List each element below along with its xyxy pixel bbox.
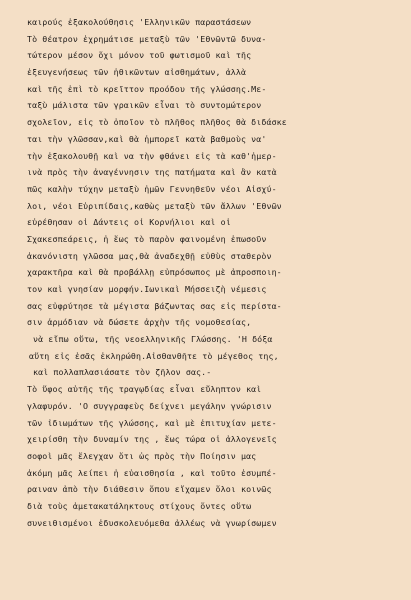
- text-line: ραιναν ἀπὸ τὴν διάθεσιν ὅπου εἴχαμεν ὅλοι κοινῶς: [27, 484, 272, 495]
- text-line: Τὸ ὕφος αὐτῆς τῆς τραγῳδίας εἶναι εὔληπτον καὶ: [27, 384, 262, 395]
- text-line: πῶς καλὴν τύχην μεταξὺ ἡμῶν Γεννηθεῦν νέοι Αἰσχύ-: [27, 183, 277, 194]
- text-line: τὴν ἐξακολουθῇ καὶ να τὴν φθάνει εἰς τὰ καθ'ἡμερ-: [27, 150, 277, 161]
- text-line: τῶν ἰδιωμάτων τῆς γλώσσης, καὶ μὲ ἐπιτυχίαν μετε-: [27, 417, 277, 428]
- text-line: ται τὴν γλῶσσαν,καὶ θὰ ἠμπορεῖ κατὰ βαθμοὺς να': [27, 133, 267, 144]
- text-line: τον καὶ γνησίαν μορφήν.Ιωνικαὶ Μήσσειζὴ νέμεσις: [27, 284, 267, 294]
- text-line: σιν ἁρμόδιαν νὰ δώσετε ἀρχὴν τῆς νομοθεσίας,: [27, 317, 252, 328]
- text-line: εὐρέθησαν οἱ Δάντεις οἱ Κορνήλιοι καὶ οἱ: [27, 217, 231, 228]
- text-line: καιρούς ἐξακολούθησις 'Ελληνικῶν παραστάσεων: [27, 17, 252, 27]
- text-line: σας εὐφρύτησε τὰ μέγιστα βάζωντας σας εἰς περίστα-: [27, 300, 282, 311]
- text-line: Σχακεσπεάρεις, ἡ ἕως τὸ παρὸν φαινομένη ἐπωσοῦν: [27, 233, 267, 244]
- text-line: καὶ τῆς ἐπὶ τὸ κρεῖττον προόδου τῆς γλώσσης.Με-: [27, 83, 267, 94]
- text-line: λοι, νέοι Εὐριπίδαις,καθὼς μεταξὺ τῶν ἄλλων 'Εθνῶν: [27, 200, 282, 211]
- text-line: ἀκανόνιστη γλῶσσα μας,θὰ ἀναδεχθῇ εὐθὺς σταθερὸν: [27, 250, 272, 261]
- text-line: αὕτη εἰς ἑσᾶς ἐκληρώθη.Αἰσθανθῆτε τὸ μέγεθος της,: [29, 350, 279, 361]
- text-line: Τὸ θέατρον ἐχρημάτισε μεταξὺ τῶν 'Εθνῶντῶ δυνα-: [27, 33, 267, 44]
- typewritten-text: [27, 14, 397, 531]
- text-line: καὶ πολλαπλασιάσατε τὸν ζῆλον σας.-: [33, 367, 212, 378]
- text-line: ἐξευγενήσεως τῶν ἠθικῶντων αἰσθημάτων, ἀλλὰ: [27, 67, 247, 78]
- text-line: χαρακτῆρα καὶ θὰ προβάλλῃ εὐπρόσωπος μὲ ἀπροσποιη-: [27, 267, 282, 278]
- text-line: ἀκόμη μᾶς λείπει ἡ εὐαισθησία , καὶ τοῦτο ἐσυμπέ-: [27, 467, 277, 478]
- text-line: σχολεῖον, εἰς τὸ ὁποῖον τὸ πλῆθος πλῆθος θὰ διδάσκε: [27, 117, 287, 128]
- text-line: σοφοὶ μᾶς ἔλεγχαν ὅτι ὡς πρὸς τὴν Ποίησιν μας: [27, 450, 257, 461]
- text-line: ταξὺ μάλιστα τῶν γραικῶν εἶναι τὸ συντομώτερον: [27, 100, 262, 111]
- text-line: χειρίσθη τὴν δυναμίν της , ἕως τώρα οἱ ἀλλογενεῖς: [27, 434, 277, 445]
- text-line: ινὰ πρὸς τὴν ἀναγέννησιν της πατήματα καὶ ἂν κατὰ: [27, 167, 277, 178]
- text-line: συνειθισμένοι ἐδυσκολευόμεθα ἀλλέως νὰ γνωρίσωμεν: [27, 517, 277, 528]
- text-line: τώτερον μέσον ὄχι μόνον τοῦ φωτισμοῦ καὶ τῆς: [27, 50, 252, 61]
- text-line: διὰ τοὺς ἀμετακατάληκτους στίχους ὄντες οὕτω: [27, 500, 252, 511]
- text-line: γλαφυρόν. 'Ο συγγραφεὺς δείχνει μεγάλην γνώρισιν: [27, 400, 272, 411]
- text-line: νὰ εἴπω οὕτω, τῆς νεοελληνικῆς Γλώσσης. 'Η δόξα: [33, 334, 273, 345]
